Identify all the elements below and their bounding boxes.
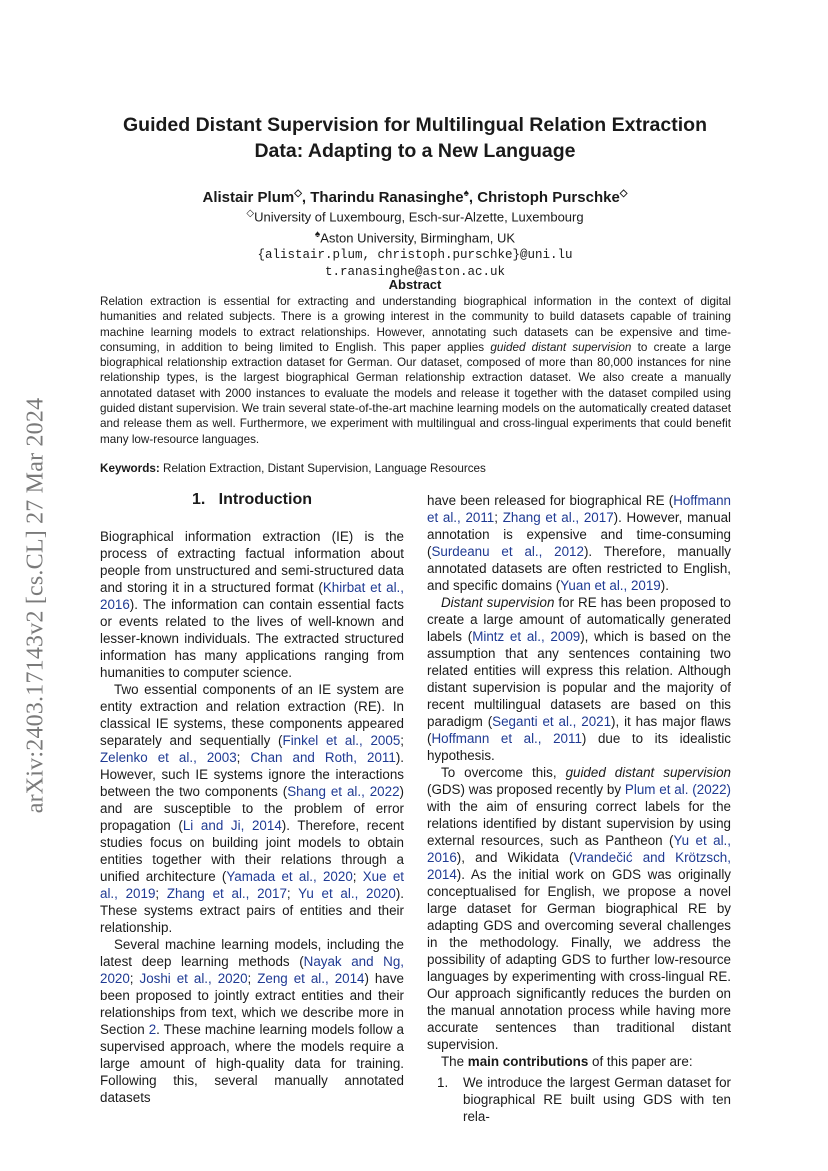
list-item-number: 1. — [437, 1075, 449, 1090]
list-item-text: We introduce the largest German dataset for biographical RE built using GDS with ten rela- — [463, 1075, 731, 1124]
citation-link[interactable]: Zeng et al., 2014 — [257, 971, 365, 986]
paper-title — [100, 112, 730, 164]
citation-link[interactable]: Khirbat et al., 2016 — [100, 580, 404, 612]
citation-link[interactable]: Zhang et al., 2017 — [502, 510, 614, 525]
citation-link[interactable]: Joshi et al., 2020 — [139, 971, 248, 986]
section-heading-introduction: 1. Introduction — [192, 491, 312, 508]
title-line-2: Data: Adapting to a New Language — [254, 140, 576, 162]
intro-paragraph-7: The main contributions of this paper are: — [441, 1054, 693, 1069]
abstract-heading: Abstract — [388, 277, 442, 292]
citation-link[interactable]: Yuan et al., 2019 — [560, 578, 661, 593]
intro-paragraph-4: have been released for biographical RE (Hoffmann et al., 2011; Zhang et al., 2017). However, manual annotation is expensive and time-consuming (Surdeanu et al., 2012). Therefore, manually annotated datasets are often restricted to English, and specific domains (Yuan et al., 2019). — [427, 493, 731, 593]
title-line-1: Guided Distant Supervision for Multilingual Relation Extraction — [123, 114, 707, 136]
spade-symbol: ♠ — [463, 188, 469, 199]
abstract-text: Relation extraction is essential for extracting and understanding biographical information in the context of digital humanities and related subjects. There is a growing interest in the community to build datasets capable of training machine learning models to extract relationships. However, annotating such datasets can be expensive and time-consuming, in addition to being limited to English. This paper applies guided distant supervision to create a large biographical relationship extraction dataset for German. Our dataset, composed of more than 80,000 instances for nine relationship types, is the largest biographical German relationship extraction dataset. We also create a manually annotated dataset with 2000 instances to evaluate the models and release it together with the dataset compiled using guided distant supervision. We train several state-of-the-art machine learning models on the automatically created dataset and release them as well. Furthermore, we experiment with multilingual and cross-lingual experiments that could benefit many low-resource languages. — [100, 295, 731, 446]
keywords-text: Relation Extraction, Distant Supervision, Language Resources — [159, 462, 486, 475]
intro-paragraph-3: Several machine learning models, including the latest deep learning methods (Nayak and Ng, 2020; Joshi et al., 2020; Zeng et al., 2014) have been proposed to jointly extract entities and their relationships from text, which we describe more in Section 2. These machine learning models follow a supervised approach, where the models require a large amount of high-quality data for training. Following this, several manually annotated datasets — [100, 937, 405, 1105]
author-plum: Alistair Plum — [202, 189, 295, 206]
citation-link[interactable]: Vrandečić and Krötzsch, 2014 — [427, 850, 731, 882]
arxiv-identifier[interactable] — [16, 360, 56, 850]
email-uni-lu[interactable]: {alistair.plum, christoph.purschke}@uni.lu — [257, 247, 573, 262]
section-reference-link[interactable]: 2 — [148, 1022, 157, 1037]
citation-link[interactable]: Zelenko et al., 2003 — [100, 750, 237, 765]
citation-link[interactable]: Surdeanu et al., 2012 — [431, 544, 584, 559]
citation-link[interactable]: Chan and Roth, 2011 — [250, 750, 396, 765]
left-column — [100, 490, 404, 1106]
citation-link[interactable]: Finkel et al., 2005 — [282, 733, 401, 748]
intro-paragraph-5: Distant supervision for RE has been proposed to create a large amount of automatically generated labels (Mintz et al., 2009), which is based on the assumption that any sentences containing two related entities will express this relation. Although distant supervision is popular and the majority of recent multilingual datasets are based on this paradigm (Seganti et al., 2021), it has major flaws (Hoffmann et al., 2011) due to its idealistic hypothesis. — [427, 595, 731, 763]
citation-link[interactable]: Yamada et al., 2020 — [226, 869, 353, 884]
intro-paragraph-1: Biographical information extraction (IE) is the process of extracting factual information about people from unstructured and semi-structured data and storing it in a structured format (Khirbat et al., 2016). The information can contain essential facts or events related to the lives of well-known and lesser-known individuals. The extracted structured information has many applications ranging from humanities to computer science. — [100, 529, 404, 680]
citation-link[interactable]: Yu et al., 2020 — [298, 886, 396, 901]
author-list: Alistair Plum◇, Tharindu Ranasinghe♠, Christoph Purschke◇ — [202, 188, 628, 206]
arxiv-identifier-text: arXiv:2403.17143v2 [cs.CL] 27 Mar 2024 — [22, 397, 49, 813]
affiliations — [100, 205, 730, 282]
citation-link[interactable]: Nayak and Ng, 2020 — [100, 954, 405, 986]
citation-link[interactable]: Zhang et al., 2017 — [166, 886, 287, 901]
citation-link[interactable]: Plum et al. (2022) — [624, 782, 732, 797]
citation-link[interactable]: Seganti et al., 2021 — [492, 714, 612, 729]
author-ranasinghe: Tharindu Ranasinghe — [310, 189, 464, 206]
author-purschke: Christoph Purschke — [477, 189, 620, 206]
citation-link[interactable]: Hoffmann et al., 2011 — [427, 493, 731, 525]
diamond-symbol: ◇ — [294, 188, 302, 199]
citation-link[interactable]: Li and Ji, 2014 — [182, 818, 282, 833]
contributions-list — [427, 1074, 731, 1125]
citation-link[interactable]: Hoffmann et al., 2011 — [431, 731, 582, 746]
citation-link[interactable]: Mintz et al., 2009 — [472, 629, 581, 644]
keywords-label: Keywords: — [100, 462, 160, 475]
citation-link[interactable]: Yu et al., 2016 — [427, 833, 731, 865]
keywords — [100, 462, 731, 475]
citation-link[interactable]: Xue et al., 2019 — [100, 869, 404, 901]
intro-paragraph-6: To overcome this, guided distant supervision (GDS) was proposed recently by Plum et al. (2022) with the aim of ensuring correct labels for the relations identified by distant supervision by using external resources, such as Pantheon (Yu et al., 2016), and Wikidata (Vrandečić and Krötzsch, 2014). As the initial work on GDS was originally conceptualised for English, we propose a novel large dataset for German biographical RE by adapting GDS and overcoming several challenges in the methodology. Finally, we address the possibility of adapting GDS to further low-resource languages by experimenting with cross-lingual RE. Our approach significantly reduces the burden on the manual annotation process while having more accurate sentences than traditional distant supervision. — [427, 765, 732, 1052]
intro-paragraph-2: Two essential components of an IE system are entity extraction and relation extraction (RE). In classical IE systems, these components appeared separately and sequentially (Finkel et al., 2005; Zelenko et al., 2003; Chan and Roth, 2011). However, such IE systems ignore the interactions between the two components (Shang et al., 2022) and are susceptible to the problem of error propagation (Li and Ji, 2014). Therefore, recent studies focus on building joint models to obtain entities together with their relations through a unified architecture (Yamada et al., 2020; Xue et al., 2019; Zhang et al., 2017; Yu et al., 2020). These systems extract pairs of entities and their relationship. — [100, 682, 405, 935]
list-item — [427, 1074, 731, 1125]
right-column — [427, 492, 731, 1125]
diamond-symbol: ◇ — [619, 188, 628, 199]
affiliation-aston: ♠Aston University, Birmingham, UK — [314, 228, 516, 246]
email-aston[interactable]: t.ranasinghe@aston.ac.uk — [324, 265, 506, 280]
citation-link[interactable]: Shang et al., 2022 — [287, 784, 400, 799]
affiliation-luxembourg: ◇University of Luxembourg, Esch-sur-Alzette, Luxembourg — [246, 208, 584, 225]
